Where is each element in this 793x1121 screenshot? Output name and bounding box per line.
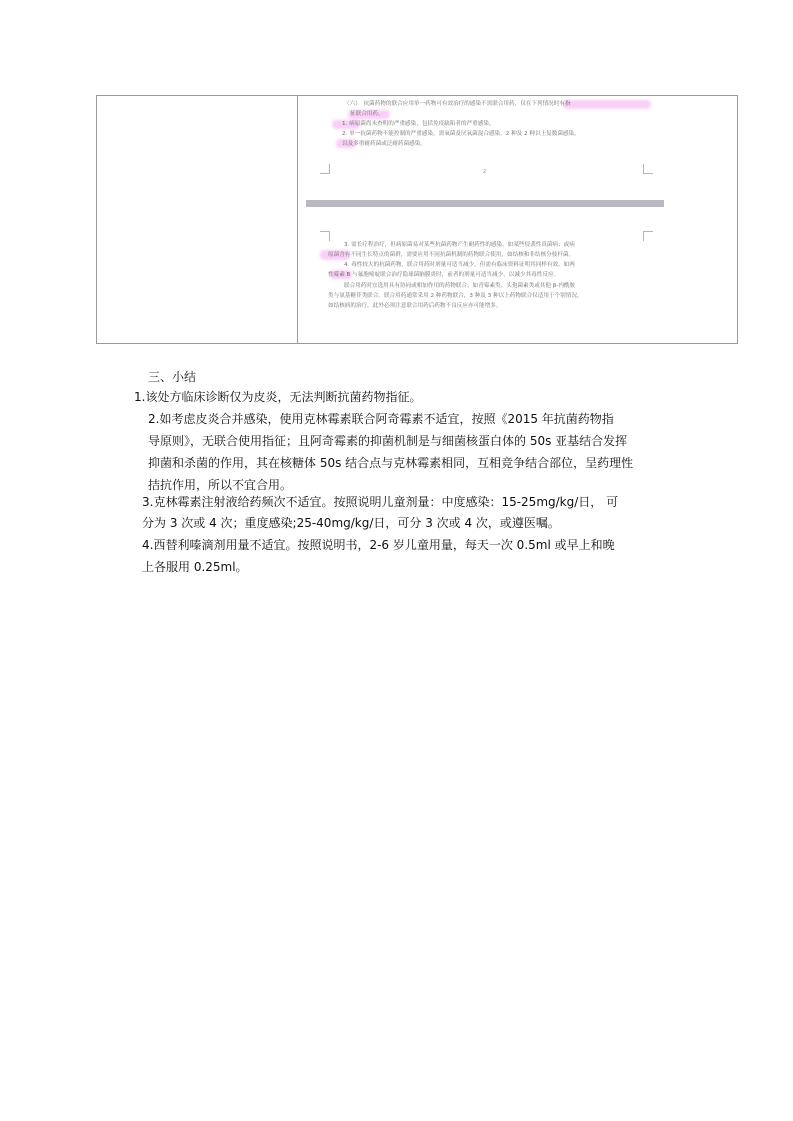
embedded-line: 征联合用药。 (350, 111, 384, 117)
summary-paragraph: 3.克林霉素注射液给药频次不适宜。按照说明儿童剂量：中度感染：15-25mg/kg/日， 可 (142, 495, 619, 509)
embedded-line: 联合用药时宜选用具有协同或相加作用的药物联合，如青霉素类、头孢菌素类或其他 β-内酰胺 (344, 283, 576, 289)
summary-paragraph: 分为 3 次或 4 次；重度感染;25-40mg/kg/日，可分 3 次或 4 次，或遵医嘱。 (142, 516, 560, 530)
highlight-mark (563, 100, 651, 109)
summary-paragraph: 导原则》，无联合使用指征；且阿奇霉素的抑菌机制是与细菌核蛋白体的 50s 亚基结合发挥 (148, 434, 628, 448)
crop-mark (643, 231, 653, 241)
embedded-line: 3. 需长疗程治疗，但病原菌易对某些抗菌药物产生耐药性的感染，如某些侵袭性真菌病；或病 (344, 242, 575, 248)
embedded-page-number: 2 (483, 169, 487, 175)
summary-paragraph: 上各服用 0.25ml。 (142, 560, 248, 574)
embedded-line: 1. 病原菌尚未查明的严重感染，包括免疫缺陷者的严重感染。 (342, 121, 495, 127)
embedded-line: 如结核病的治疗。此外必须注意联合用药后药物不良反应亦可能增多。 (328, 303, 502, 309)
summary-paragraph: 拮抗作用，所以不宜合用。 (148, 478, 293, 492)
embedded-line: 类与氨基糖苷类联合。联合用药通常采用 2 种药物联合，3 种及 3 种以上药物联合仅适用于个别情况， (328, 293, 583, 299)
crop-mark (643, 164, 653, 174)
crop-mark (320, 164, 330, 174)
summary-paragraph: 抑菌和杀菌的作用，其在核糖体 50s 结合点与克林霉素相同，互相竞争结合部位，呈药理性 (148, 456, 634, 470)
embedded-line: （六） 抗菌药物的联合应用单一药物可有效治疗的感染不需联合用药，仅在下列情况时有指 (344, 101, 571, 107)
embedded-line: 以及多重耐药菌或泛耐药菌感染。 (342, 141, 426, 147)
summary-paragraph: 1.该处方临床诊断仅为皮炎，无法判断抗菌药物指征。 (134, 390, 422, 404)
summary-paragraph: 2.如考虑皮炎合并感染，使用克林霉素联合阿奇霉素不适宜，按照《2015 年抗菌药物指 (148, 412, 614, 426)
section-heading: 三、小结 (148, 370, 197, 384)
crop-mark (320, 231, 330, 241)
embedded-line: 性霉素 B 与氟胞嘧啶联合治疗隐球菌脑膜炎时，前者的剂量可适当减少，以减少其毒性反应。 (328, 272, 560, 278)
embedded-line: 4. 毒性较大的抗菌药物，联合用药时剂量可适当减少，但需有临床资料证明其同样有效。如两 (344, 262, 575, 268)
embedded-line: 原菌含有不同生长特点的菌群，需要应用不同抗菌机制的药物联合使用，如结核和非结核分枝杆菌。 (328, 252, 575, 258)
summary-paragraph: 4.西替利嗪滴剂用量不适宜。按照说明书，2-6 岁儿童用量，每天一次 0.5ml 或早上和晚 (142, 538, 615, 552)
embedded-line: 2. 单一抗菌药物不能控制的严重感染，需氧菌及厌氧菌混合感染，2 种及 2 种以上复数菌感染， (342, 131, 580, 137)
embedded-guideline-screenshot (298, 96, 737, 343)
document-table (96, 95, 738, 344)
page-separator-bar (306, 200, 664, 207)
